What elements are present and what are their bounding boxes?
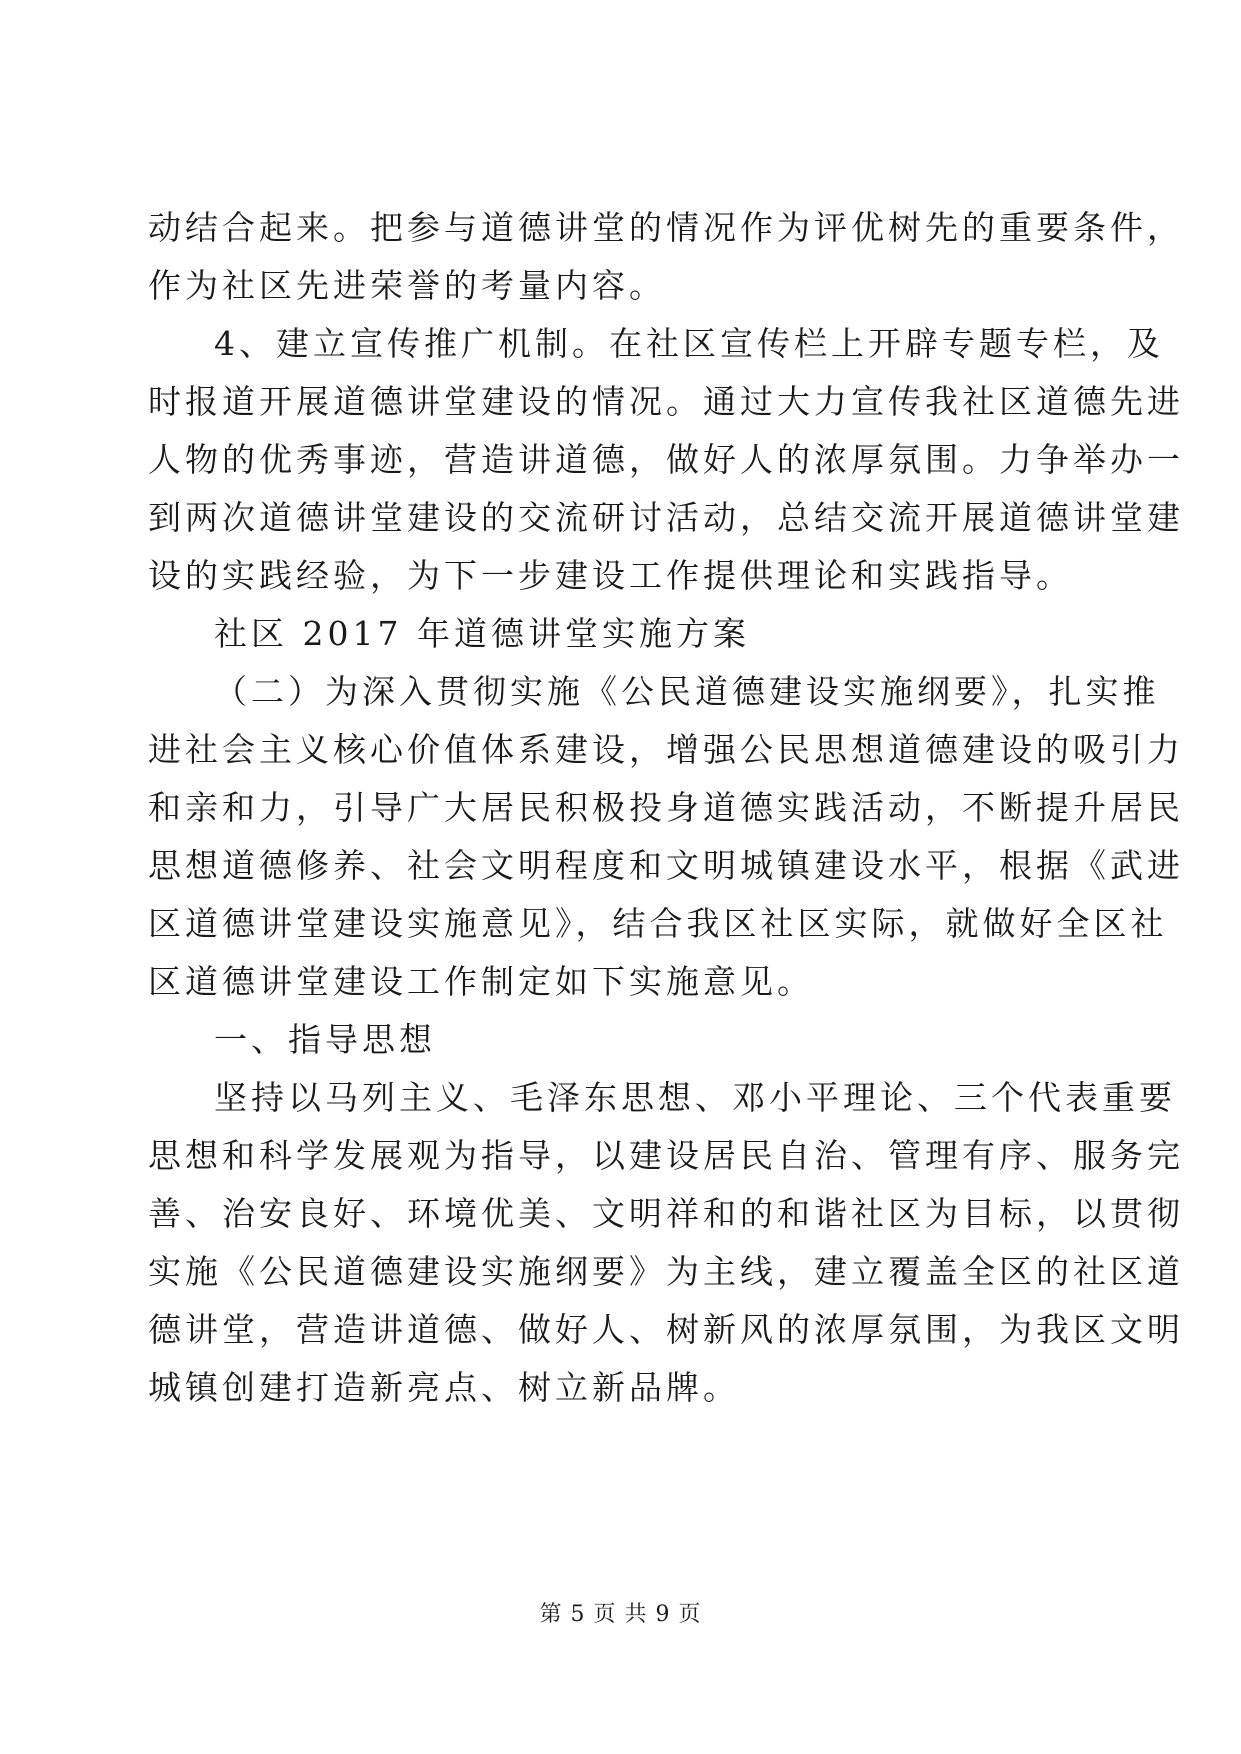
text-line: 作为社区先进荣誉的考量内容。 <box>148 266 666 305</box>
text-line: 德讲堂，营造讲道德、做好人、树新风的浓厚氛围，为我区文明 <box>148 1310 1184 1349</box>
text-line: 区道德讲堂建设工作制定如下实施意见。 <box>148 962 814 1001</box>
text-line: 设的实践经验，为下一步建设工作提供理论和实践指导。 <box>148 556 1073 595</box>
text-line: 坚持以马列主义、毛泽东思想、邓小平理论、三个代表重要 <box>214 1078 1176 1117</box>
text-line: 4、建立宣传推广机制。在社区宣传栏上开辟专题专栏，及 <box>214 324 1164 363</box>
text-line: 进社会主义核心价值体系建设，增强公民思想道德建设的吸引力 <box>148 730 1184 769</box>
text-line: 思想道德修养、社会文明程度和文明城镇建设水平，根据《武进 <box>148 846 1184 885</box>
text-line: 时报道开展道德讲堂建设的情况。通过大力宣传我社区道德先进 <box>148 382 1184 421</box>
text-line: 动结合起来。把参与道德讲堂的情况作为评优树先的重要条件， <box>148 208 1184 247</box>
text-line: 思想和科学发展观为指导，以建设居民自治、管理有序、服务完 <box>148 1136 1184 1175</box>
page-footer: 第 5 页 共 9 页 <box>539 1602 702 1627</box>
text-line: 人物的优秀事迹，营造讲道德，做好人的浓厚氛围。力争举办一 <box>148 440 1184 479</box>
section-title: 社区 2017 年道德讲堂实施方案 <box>214 614 750 653</box>
text-line: 城镇创建打造新亮点、树立新品牌。 <box>148 1368 740 1407</box>
text-line: 善、治安良好、环境优美、文明祥和的和谐社区为目标，以贯彻 <box>148 1194 1184 1233</box>
text-line: 和亲和力，引导广大居民积极投身道德实践活动，不断提升居民 <box>148 788 1184 827</box>
text-line: （二）为深入贯彻实施《公民道德建设实施纲要》，扎实推 <box>214 672 1160 711</box>
text-line: 区道德讲堂建设实施意见》，结合我区社区实际，就做好全区社 <box>148 904 1168 943</box>
section-heading: 一、指导思想 <box>214 1020 436 1059</box>
text-line: 实施《公民道德建设实施纲要》为主线，建立覆盖全区的社区道 <box>148 1252 1184 1291</box>
text-line: 到两次道德讲堂建设的交流研讨活动，总结交流开展道德讲堂建 <box>148 498 1184 537</box>
